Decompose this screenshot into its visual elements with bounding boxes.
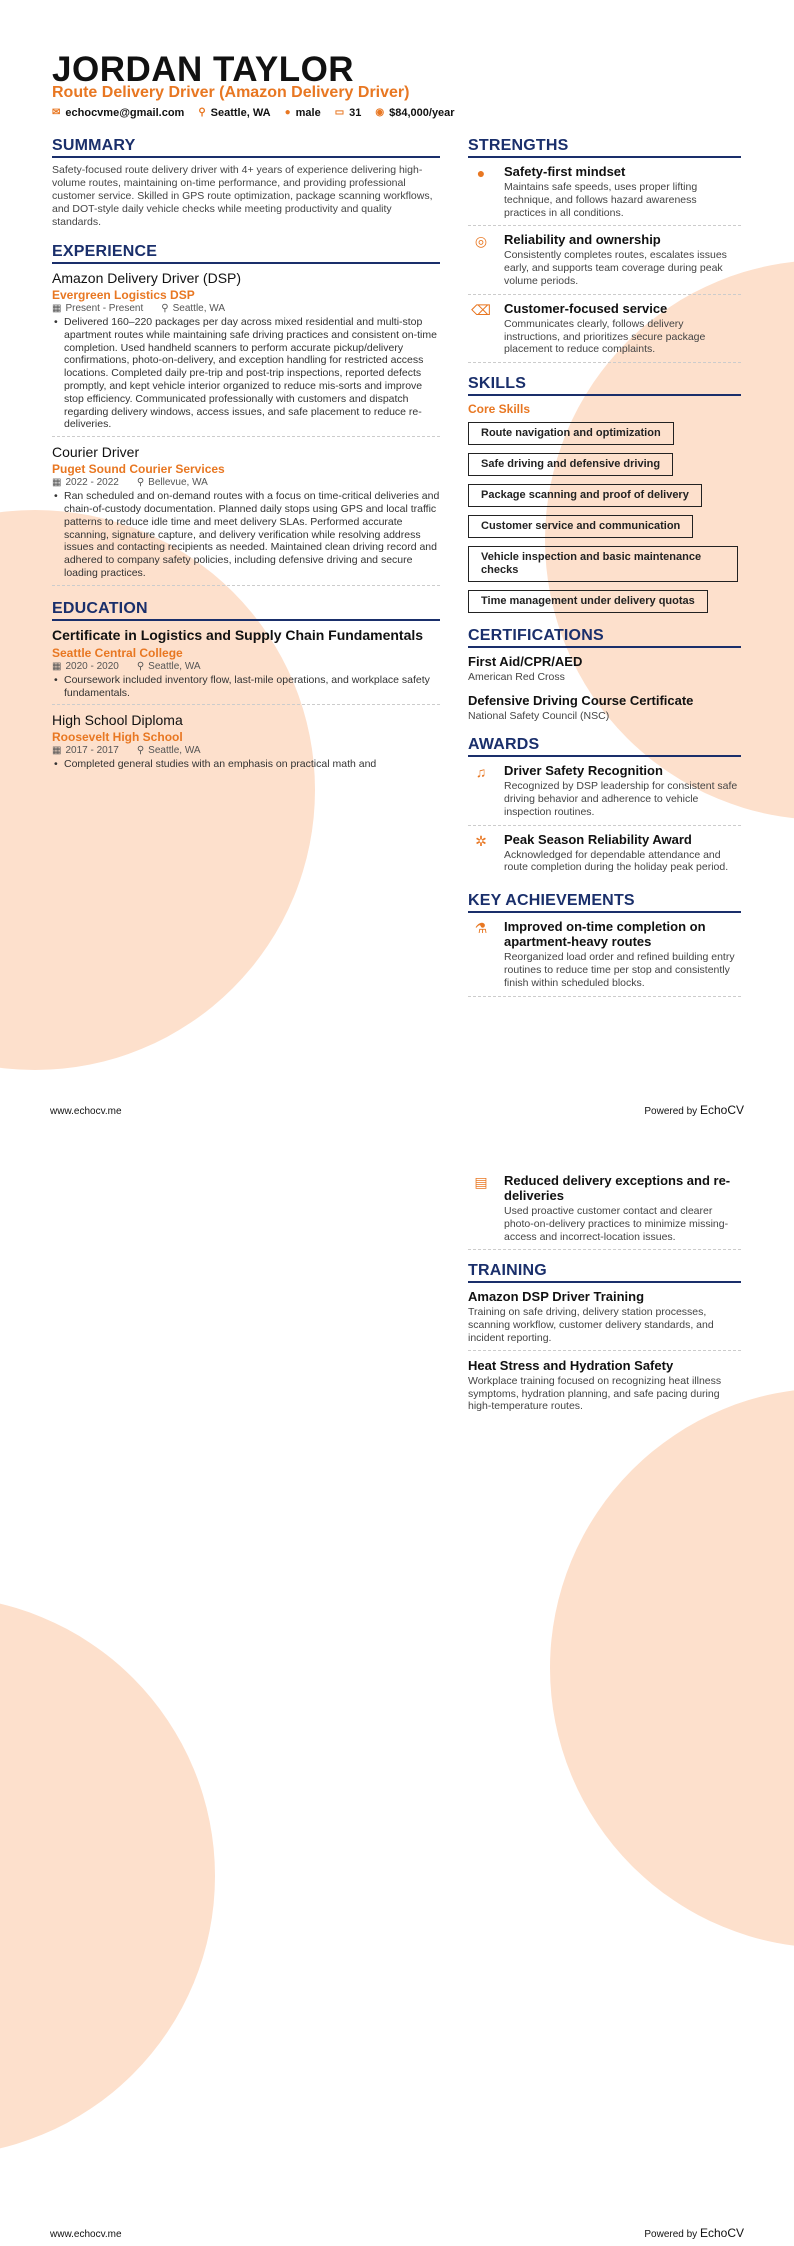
job-bullet: • Ran scheduled and on-demand routes with a focus on time-critical deliveries and chain-of-custody documentation. Planned daily stops using GPS and local traffic patterns to reduce idle time and meet delivery SLAs. Performed accurate scanning, signature capture, and delivery verification while resolving address issues and contacting recipients as needed. Maintained clean driving record and adhered to company safety policies, including defensive driving and secure loading practices. xyxy=(64,490,440,580)
award-desc: Recognized by DSP leadership for consistent safe driving behavior and adherence to vehicle inspection routines. xyxy=(504,780,738,818)
page-footer xyxy=(50,1103,744,1117)
education-school: Seattle Central College xyxy=(52,645,183,660)
summary-title: SUMMARY xyxy=(52,137,440,158)
education-bullet: • Coursework included inventory flow, last-mile operations, and workplace safety fundamentals. xyxy=(64,674,440,700)
footer-site-link[interactable]: www.echocv.me xyxy=(50,1106,122,1117)
training-item-title: Heat Stress and Hydration Safety xyxy=(468,1357,674,1373)
achievement-desc: Used proactive customer contact and clearer photo-on-delivery practices to minimize missing-access and incorrect-location issues. xyxy=(504,1205,729,1243)
cert-title: First Aid/CPR/AED xyxy=(468,654,583,670)
location-pin-icon: ⚲ xyxy=(136,477,145,489)
candidate-role: Route Delivery Driver (Amazon Delivery Driver) xyxy=(52,84,410,101)
strength-title: Safety-first mindset xyxy=(504,164,626,179)
strength-title: Reliability and ownership xyxy=(504,232,661,248)
mail-icon: ✉ xyxy=(52,107,61,118)
contact-email[interactable]: ✉ echocvme@gmail.com xyxy=(52,107,185,119)
award-desc: Acknowledged for dependable attendance and route completion during the holiday peak period. xyxy=(504,848,729,874)
strengths-title: STRENGTHS xyxy=(468,137,741,158)
job-company: Evergreen Logistics DSP xyxy=(52,288,195,302)
cert-issuer: American Red Cross xyxy=(468,671,565,684)
cert-issuer: National Safety Council (NSC) xyxy=(468,710,610,723)
right-column xyxy=(468,137,741,1003)
job-entry xyxy=(52,270,440,437)
education-meta: ▦ 2020 - 2020 ⚲ Seattle, WA xyxy=(52,660,201,672)
location-pin-icon: ⚲ xyxy=(136,660,145,672)
footer-powered: Powered by EchoCV xyxy=(644,1103,744,1117)
bell-icon: ♫ xyxy=(475,764,487,781)
contact-location: ⚲ Seattle, WA xyxy=(198,107,271,119)
achievements-title: KEY ACHIEVEMENTS xyxy=(468,892,741,913)
skills-title: SKILLS xyxy=(468,375,741,396)
cert-title: Defensive Driving Course Certificate xyxy=(468,693,694,709)
calendar-icon: ▭ xyxy=(334,107,345,118)
page-footer xyxy=(50,2226,744,2240)
skill-chip: Safe driving and defensive driving xyxy=(468,453,673,476)
strength-title: Customer-focused service xyxy=(504,300,668,316)
education-entry xyxy=(52,627,440,706)
award-title: Driver Safety Recognition xyxy=(504,763,663,779)
footer-site-link[interactable]: www.echocv.me xyxy=(50,2229,122,2240)
contact-age: ▭ 31 xyxy=(334,107,362,119)
calendar-icon: ▦ xyxy=(52,660,62,672)
training-item-desc: Training on safe driving, delivery station processes, scanning workflow, customer delivery standards, and incident reporting. xyxy=(468,1306,714,1344)
sparkle-icon: ✲ xyxy=(475,832,487,849)
achievement-desc: Reorganized load order and refined building entry routines to reduce time per stop and consistently finish within scheduled blocks. xyxy=(504,951,735,989)
strength-item xyxy=(468,232,741,294)
footer-brand: EchoCV xyxy=(699,2226,744,2240)
footer-powered: Powered by EchoCV xyxy=(644,2226,744,2240)
strength-desc: Consistently completes routes, escalates issues early, and supports team coverage during peak volume periods. xyxy=(504,249,727,287)
education-bullet: • Completed general studies with an emphasis on practical math and xyxy=(64,758,440,771)
skill-chip: Route navigation and optimization xyxy=(468,422,674,445)
skill-chip: Customer service and communication xyxy=(468,515,693,538)
decor-circle xyxy=(550,1388,794,1948)
calendar-icon: ▦ xyxy=(52,745,62,757)
right-column-continued xyxy=(468,1173,741,1425)
skill-chip: Vehicle inspection and basic maintenance checks xyxy=(468,546,738,582)
chat-bubble-icon: ● xyxy=(476,165,486,181)
training-item xyxy=(468,1358,741,1418)
education-meta: ▦ 2017 - 2017 ⚲ Seattle, WA xyxy=(52,745,201,757)
candidate-name: JORDAN TAYLOR xyxy=(52,50,355,89)
calendar-icon: ▦ xyxy=(52,303,62,314)
strength-desc: Communicates clearly, follows delivery instructions, and prioritizes secure package placement to reduce complaints. xyxy=(504,317,706,356)
education-school: Roosevelt High School xyxy=(52,730,183,745)
training-title: TRAINING xyxy=(468,1262,741,1283)
job-meta: ▦ Present - Present ⚲ Seattle, WA xyxy=(52,303,226,314)
education-title-text: High School Diploma xyxy=(52,712,183,729)
location-pin-icon: ⚲ xyxy=(136,745,145,757)
job-title: Amazon Delivery Driver (DSP) xyxy=(52,270,242,286)
tag-icon: ⌫ xyxy=(471,301,491,318)
award-title: Peak Season Reliability Award xyxy=(504,831,692,847)
job-meta: ▦ 2022 - 2022 ⚲ Bellevue, WA xyxy=(52,477,208,489)
experience-title: EXPERIENCE xyxy=(52,243,440,264)
achievement-item xyxy=(468,919,741,996)
training-item-title: Amazon DSP Driver Training xyxy=(468,1289,645,1305)
award-item xyxy=(468,763,741,825)
calendar-icon: ▦ xyxy=(52,477,62,489)
target-icon: ◎ xyxy=(474,233,488,250)
money-icon: ◉ xyxy=(375,107,385,118)
skill-chip: Time management under delivery quotas xyxy=(468,590,708,613)
document-icon: ▤ xyxy=(474,1174,488,1190)
achievement-item xyxy=(468,1173,741,1250)
education-title: EDUCATION xyxy=(52,600,440,621)
footer-brand: EchoCV xyxy=(699,1103,744,1117)
contact-salary: ◉ $84,000/year xyxy=(375,107,455,119)
location-pin-icon: ⚲ xyxy=(198,107,206,118)
summary-text: Safety-focused route delivery driver with 4+ years of experience delivering high-volume routes, maintaining on-time performance, and providing professional customer service. Skilled in GPS route optimization, package scanning workflows, and DOT-style daily vehicle checks while meeting productivity and quality standards. xyxy=(52,164,433,228)
job-bullet: • Delivered 160–220 packages per day across mixed residential and multi-stop apartment routes while maintaining safe driving practices and consistent on-time completion. Used handheld scanners to perform accurate pickup/delivery confirmations, photo-on-delivery, and exception handling for restricted access locations. Completed daily pre-trip and post-trip inspections, reported defects promptly, and kept vehicle interior organized to reduce mis-sorts and improve stop efficiency. Communicated professionally with customers and dispatch regarding delivery windows, access issues, and safe placement to reduce re-deliveries. xyxy=(64,316,440,431)
skills-subtitle: Core Skills xyxy=(468,402,531,417)
contact-gender: ● male xyxy=(284,107,321,119)
education-title-text: Certificate in Logistics and Supply Chain Fundamentals xyxy=(52,626,424,643)
award-item xyxy=(468,832,741,881)
skill-chip: Package scanning and proof of delivery xyxy=(468,484,702,507)
job-title: Courier Driver xyxy=(52,444,140,461)
achievement-title: Improved on-time completion on apartment-heavy routes xyxy=(504,919,706,950)
certifications-title: CERTIFICATIONS xyxy=(468,627,741,648)
strength-item xyxy=(468,301,741,363)
education-entry xyxy=(52,712,440,776)
training-item xyxy=(468,1289,741,1350)
resume-page-2 xyxy=(0,1123,794,2246)
contact-bar xyxy=(52,107,455,119)
location-pin-icon: ⚲ xyxy=(161,303,169,314)
achievement-title: Reduced delivery exceptions and re-deliveries xyxy=(504,1173,731,1203)
flask-icon: ⚗ xyxy=(474,920,488,937)
job-company: Puget Sound Courier Services xyxy=(52,462,225,477)
strength-desc: Maintains safe speeds, uses proper lifting technique, and follows hazard awareness practices in all conditions. xyxy=(504,181,698,219)
strength-item xyxy=(468,164,741,226)
person-icon: ● xyxy=(284,107,291,118)
decor-circle xyxy=(0,1596,215,2156)
left-column xyxy=(52,137,440,783)
awards-title: AWARDS xyxy=(468,736,741,757)
job-entry xyxy=(52,444,440,586)
training-item-desc: Workplace training focused on recognizing heat illness symptoms, hydration planning, and safe pacing during high-temperature routes. xyxy=(468,1374,722,1413)
